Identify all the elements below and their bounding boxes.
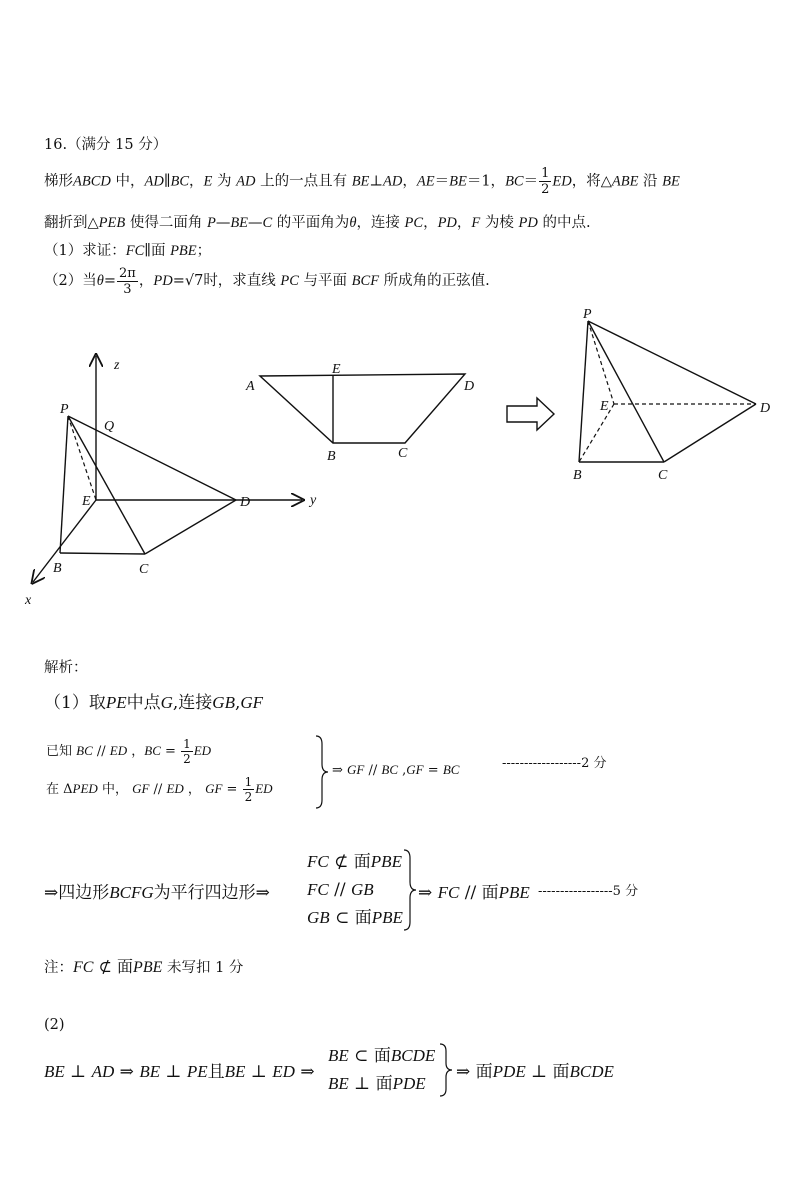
text: ⊥ xyxy=(160,1062,187,1082)
math: PC xyxy=(404,215,424,231)
math: G xyxy=(160,693,173,712)
brace3-line1 xyxy=(328,1042,435,1070)
text: 已知 xyxy=(46,744,77,759)
brace2-line2 xyxy=(307,876,403,904)
text: 在 Δ xyxy=(46,782,73,797)
edge-PB xyxy=(60,416,68,553)
fold-arrow-icon xyxy=(505,395,557,433)
problem-part2 xyxy=(44,266,490,296)
math: PD xyxy=(518,215,538,231)
solution-part2-label: (2) xyxy=(44,1017,65,1033)
text: （1）求证： xyxy=(44,243,126,259)
text: ， xyxy=(402,173,417,190)
text: ⊂ 面 xyxy=(348,1046,391,1066)
brace1-line2 xyxy=(46,776,273,803)
math: PD xyxy=(437,215,457,231)
text: ⇒ xyxy=(114,1062,140,1082)
fraction-numerator: 1 xyxy=(541,166,550,181)
text: ； xyxy=(196,243,212,259)
math: BE xyxy=(328,1046,349,1065)
text: // 面 xyxy=(459,883,499,903)
edge-PD xyxy=(68,416,236,500)
math: BE xyxy=(328,1074,349,1093)
text: 使得二面角 xyxy=(125,215,207,231)
text: ⇒ 面 xyxy=(456,1062,493,1082)
label-y: y xyxy=(310,493,317,508)
math: FC xyxy=(307,852,329,871)
label-Q: Q xyxy=(104,419,115,434)
math: GF xyxy=(205,781,223,796)
edge-CD xyxy=(145,500,236,554)
math: ED xyxy=(255,781,273,796)
math: GF xyxy=(406,762,424,777)
problem-part1 xyxy=(44,239,211,260)
problem-stem-line2 xyxy=(44,211,591,232)
fraction-numerator: 1 xyxy=(183,737,191,751)
text: ⊥ xyxy=(369,173,384,190)
score-mark-5: -----------------5 分 xyxy=(538,884,639,899)
trapezoid-ABCD xyxy=(260,374,465,443)
text: 注： xyxy=(44,960,73,976)
text: √7 xyxy=(184,273,204,289)
math: AD xyxy=(91,1062,115,1081)
text: ⊂ 面 xyxy=(329,908,372,928)
text: （1）取 xyxy=(44,693,106,713)
text: 梯形 xyxy=(44,173,73,190)
right-brace-icon xyxy=(402,848,418,932)
text: 为棱 xyxy=(480,215,519,231)
math: ED xyxy=(193,743,212,758)
label-D: D xyxy=(464,379,475,394)
brace3-line2 xyxy=(328,1070,435,1098)
math: BC xyxy=(170,173,190,190)
math: AE xyxy=(416,173,435,190)
problem-number: 16. xyxy=(44,137,68,153)
math: BE xyxy=(44,1062,65,1081)
math: PD xyxy=(153,273,173,289)
label-C: C xyxy=(139,562,149,577)
math: BC xyxy=(505,173,524,190)
label-E: E xyxy=(600,399,609,414)
brace1-result xyxy=(332,762,459,778)
text: , xyxy=(398,763,407,778)
edge-CD xyxy=(664,404,756,462)
label-A: A xyxy=(246,379,255,394)
problem-stem-line1 xyxy=(44,167,680,196)
text: ∥ xyxy=(144,243,151,259)
folded-figure xyxy=(560,300,790,490)
math: FC xyxy=(437,883,460,902)
text: // xyxy=(328,880,351,900)
x-axis xyxy=(33,500,96,582)
math: ABE xyxy=(611,173,639,190)
fraction-denominator: 2 xyxy=(244,790,253,804)
math: AD xyxy=(144,173,164,190)
text: = xyxy=(160,744,181,759)
brace2-conditions xyxy=(307,848,403,932)
math: BCDE xyxy=(569,1062,614,1081)
math: BCF xyxy=(351,273,380,289)
trapezoid-figure xyxy=(240,360,490,470)
solution-note xyxy=(44,954,243,977)
label-E: E xyxy=(332,362,341,377)
math: PBE xyxy=(498,883,530,902)
text: 为平行四边形⇒ xyxy=(153,883,270,903)
math: ED xyxy=(272,1062,295,1081)
math: ED xyxy=(166,781,184,796)
text: = xyxy=(103,273,117,289)
math: PDE xyxy=(392,1074,426,1093)
text: = xyxy=(172,273,185,289)
edge-PB xyxy=(579,321,588,462)
label-B: B xyxy=(53,561,62,576)
text: 时，求直线 xyxy=(203,273,281,289)
math: ED xyxy=(552,173,572,190)
fraction-denominator: 2 xyxy=(183,752,191,766)
math: FC xyxy=(73,959,94,976)
label-B: B xyxy=(327,449,336,464)
text: 中， xyxy=(97,782,133,797)
brace2-line1 xyxy=(307,848,403,876)
text: ⊥ xyxy=(64,1062,92,1082)
fraction-denominator: 3 xyxy=(123,281,132,297)
math: PBE xyxy=(370,852,402,871)
math: FC xyxy=(125,243,145,259)
solution-step1 xyxy=(44,688,263,713)
fraction-denominator: 2 xyxy=(541,182,550,197)
brace1-line1 xyxy=(46,738,211,765)
math: BE xyxy=(351,173,370,190)
label-D: D xyxy=(760,401,771,416)
math: GF xyxy=(132,781,150,796)
solution-heading: 解析： xyxy=(44,660,88,676)
text: // xyxy=(364,763,382,778)
text: 未写扣 1 分 xyxy=(162,960,244,976)
text: ⇒ xyxy=(294,1062,315,1082)
math: GB xyxy=(212,693,235,712)
text: ⇒ xyxy=(418,883,438,903)
math: BC xyxy=(144,743,161,758)
math: BE xyxy=(662,173,680,190)
edge-EB xyxy=(579,404,614,462)
math: GF xyxy=(347,762,365,777)
math: PE xyxy=(186,1062,208,1081)
label-D: D xyxy=(240,495,251,510)
text: ＝ xyxy=(434,173,450,190)
text: ， xyxy=(127,744,145,759)
math: PDE xyxy=(492,1062,526,1081)
text: 中点 xyxy=(126,693,161,713)
math: PE xyxy=(105,693,127,712)
label-P: P xyxy=(583,307,592,322)
edge-PC xyxy=(588,321,664,462)
math: PC xyxy=(280,273,299,289)
text: ， xyxy=(138,273,154,289)
brace3-lead xyxy=(44,1057,315,1082)
text: 的中点. xyxy=(537,215,591,231)
math: PBE xyxy=(133,959,163,976)
fraction xyxy=(243,776,255,803)
text: ＝ xyxy=(523,173,539,190)
math: C xyxy=(262,215,273,231)
math: GB xyxy=(351,880,374,899)
text: 上的一点且有 xyxy=(255,173,352,190)
fraction xyxy=(117,267,138,296)
text: 沿 xyxy=(638,173,663,190)
text: — xyxy=(248,215,263,231)
math: ED xyxy=(109,743,128,758)
text: = xyxy=(423,763,443,778)
text: // xyxy=(92,744,110,759)
math: ABCD xyxy=(73,173,111,190)
text: ，将△ xyxy=(571,173,612,190)
fraction-numerator: 2π xyxy=(119,265,136,281)
text: ， xyxy=(456,215,472,231)
text: ⊄ 面 xyxy=(328,852,371,872)
label-B: B xyxy=(573,468,582,483)
text: 与平面 xyxy=(298,273,352,289)
text: ， xyxy=(423,215,438,231)
label-z: z xyxy=(114,358,120,373)
math: BCFG xyxy=(109,883,154,902)
fraction xyxy=(539,167,551,196)
math: θ xyxy=(96,273,104,289)
math: PBE xyxy=(371,908,403,927)
right-brace-icon xyxy=(438,1042,454,1098)
text: 且 xyxy=(207,1062,225,1082)
label-C: C xyxy=(398,446,408,461)
edge-BC xyxy=(60,553,145,554)
label-x: x xyxy=(25,593,32,608)
math: AD xyxy=(383,173,403,190)
math: P xyxy=(206,215,216,231)
text: — xyxy=(215,215,231,231)
fraction-numerator: 1 xyxy=(244,775,253,789)
problem-score: （满分 15 分） xyxy=(67,137,168,153)
math: BE xyxy=(230,215,249,231)
text: ⊥ xyxy=(245,1062,273,1082)
text: ⇒ xyxy=(332,763,348,778)
edge-PD xyxy=(588,321,756,404)
text: ,连接 xyxy=(172,693,213,713)
math: BE xyxy=(139,1062,161,1081)
score-mark-2: ------------------2 分 xyxy=(502,756,607,771)
text: ⊥ 面 xyxy=(525,1062,570,1082)
text: = xyxy=(222,782,242,797)
text: ， xyxy=(183,782,206,797)
text: ， xyxy=(189,173,204,190)
brace3-result xyxy=(456,1057,614,1082)
math: GB xyxy=(307,908,330,927)
brace2-line3 xyxy=(307,904,403,932)
math: BC xyxy=(442,762,460,777)
text: 翻折到△ xyxy=(44,215,99,231)
text: ⇒四边形 xyxy=(44,883,110,903)
math: BCDE xyxy=(390,1046,436,1065)
brace2-result xyxy=(418,878,530,903)
math: FC xyxy=(307,880,329,899)
label-E: E xyxy=(82,494,91,509)
text: 中， xyxy=(110,173,145,190)
math: F xyxy=(471,215,481,231)
math: θ xyxy=(349,215,357,231)
math: PEB xyxy=(98,215,126,231)
problem-header xyxy=(44,133,167,154)
math: GF xyxy=(240,693,264,712)
text: 为 xyxy=(212,173,237,190)
text: ＝1， xyxy=(466,173,506,190)
text: ⊄ 面 xyxy=(93,957,134,976)
label-C: C xyxy=(658,468,668,483)
math: E xyxy=(203,173,213,190)
math: BC xyxy=(76,743,93,758)
math: AD xyxy=(236,173,256,190)
brace3-conditions xyxy=(328,1042,435,1098)
brace2-lead xyxy=(44,878,270,903)
text: 面 xyxy=(150,243,171,259)
text: ，连接 xyxy=(356,215,405,231)
math: PED xyxy=(72,781,98,796)
text: // xyxy=(149,782,167,797)
math: BE xyxy=(449,173,467,190)
fraction xyxy=(181,738,193,765)
edge-PC xyxy=(68,416,145,554)
math: PBE xyxy=(170,243,197,259)
text: ∥ xyxy=(163,173,171,190)
math: BC xyxy=(381,762,399,777)
math: BE xyxy=(224,1062,246,1081)
text: ⊥ 面 xyxy=(348,1074,393,1094)
text: 的平面角为 xyxy=(272,215,350,231)
right-brace-icon xyxy=(314,734,330,810)
text: （2）当 xyxy=(44,273,97,289)
text: , xyxy=(234,693,241,713)
text: 所成角的正弦值. xyxy=(379,273,490,289)
label-P: P xyxy=(60,402,69,417)
